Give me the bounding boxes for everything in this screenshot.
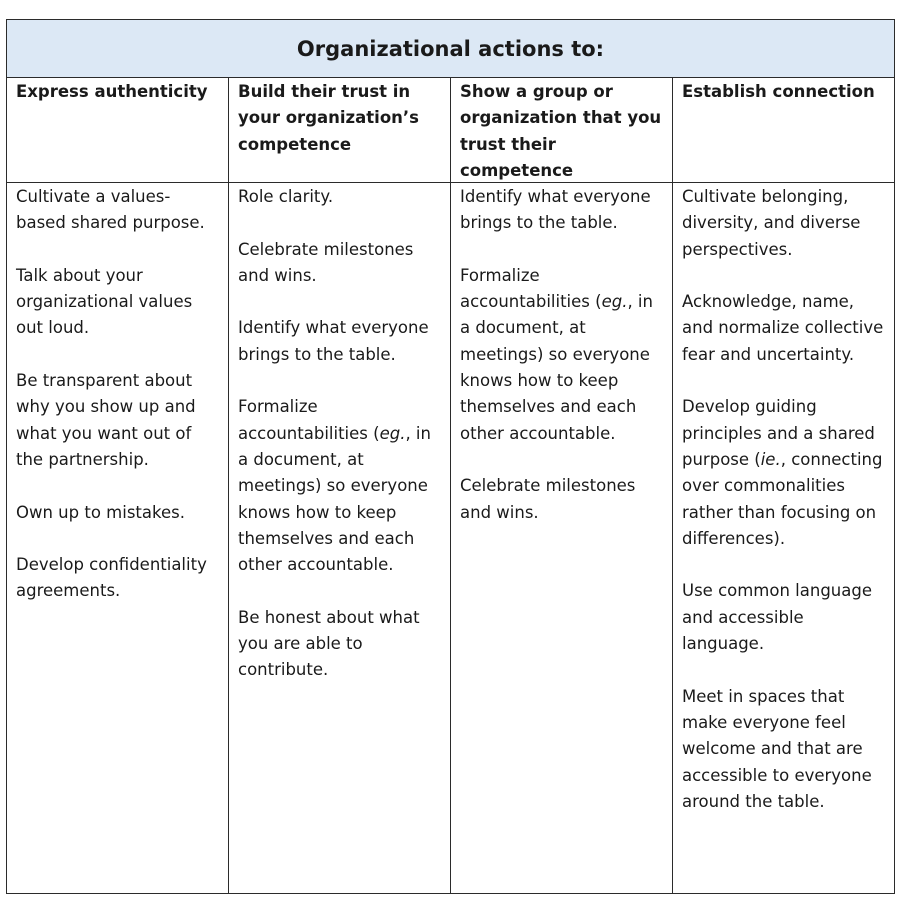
column-cell xyxy=(7,182,229,893)
list-item: Develop confidentiality agreements. xyxy=(16,555,207,601)
column-header: Show a group or organization that you trust their competence xyxy=(451,77,673,182)
column-cell xyxy=(229,182,451,893)
item-text: Develop guiding principles and a shared purpose ( xyxy=(682,397,875,469)
header-row xyxy=(7,77,894,183)
actions-table xyxy=(6,19,895,894)
list-item: Use common language and accessible language. xyxy=(682,581,872,654)
list-item: Identify what everyone brings to the table. xyxy=(460,187,651,233)
column-cell xyxy=(673,182,894,893)
list-item: Meet in spaces that make everyone feel welcome and that are accessible to everyone around the table. xyxy=(682,686,872,811)
list-item xyxy=(682,394,886,552)
column-header: Express authenticity xyxy=(7,77,229,182)
item-emphasis: eg. xyxy=(379,423,406,443)
list-item: Acknowledge, name, and normalize collective fear and uncertainty. xyxy=(682,292,884,364)
list-item: Role clarity. xyxy=(238,187,334,206)
body-row xyxy=(7,182,894,893)
list-item: Celebrate milestones and wins. xyxy=(238,239,414,285)
list-item xyxy=(460,263,664,447)
list-item: Be transparent about why you show up and what you want out of the partnership. xyxy=(16,371,196,469)
list-item xyxy=(238,394,442,578)
list-item: Identify what everyone brings to the table. xyxy=(238,318,429,364)
list-item: Talk about your organizational values out loud. xyxy=(16,265,193,338)
list-item: Celebrate milestones and wins. xyxy=(460,476,636,522)
column-header: Build their trust in your organization’s competence xyxy=(229,77,451,182)
item-emphasis: eg. xyxy=(601,292,628,312)
item-emphasis: ie. xyxy=(760,449,781,469)
item-text: Formalize accountabilities ( xyxy=(460,265,602,312)
column-cell xyxy=(451,182,673,893)
item-text: Formalize accountabilities ( xyxy=(238,397,380,443)
column-header: Establish connection xyxy=(682,82,875,101)
list-item: Cultivate a values-based shared purpose. xyxy=(16,187,205,233)
table-title: Organizational actions to: xyxy=(7,20,894,78)
item-text: , connecting over commonalities rather than focusing on differences). xyxy=(682,449,883,548)
list-item: Cultivate belonging, diversity, and diverse perspectives. xyxy=(682,187,861,259)
list-item: Own up to mistakes. xyxy=(16,502,185,522)
item-text: , in a document, at meetings) so everyone knows how to keep themselves and each other accountable. xyxy=(238,423,431,575)
list-item: Be honest about what you are able to contribute. xyxy=(238,607,420,680)
item-text: , in a document, at meetings) so everyone knows how to keep themselves and each other accountable. xyxy=(460,292,653,443)
